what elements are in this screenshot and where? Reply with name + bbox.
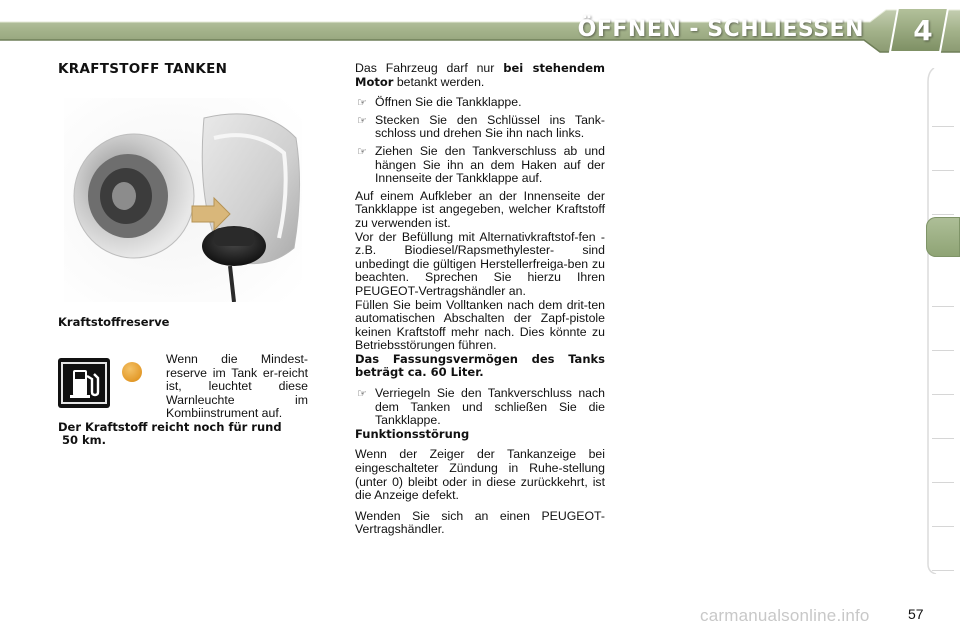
- malfunction-paragraph: Wenn der Zeiger der Tankanzeige bei eingeschalteter Zündung in Ruhe-stellung (unter 0) bleibt oder in diese zurückkehrt, ist die Anzeige defekt.: [355, 447, 605, 503]
- chapter-tab-10[interactable]: [932, 482, 954, 527]
- chapter-number: 4: [913, 14, 933, 47]
- range-note-line-1: Der Kraftstoff reicht noch für rund: [58, 420, 282, 434]
- warning-text: Wenn die Mindest-reserve im Tank er-reicht ist, leuchtet diese Warnleuchte im Kombiinstrument auf.: [166, 352, 308, 421]
- chapter-tab-5[interactable]: [932, 262, 954, 307]
- chapter-tabs: [926, 68, 960, 574]
- orange-warning-light-icon: [122, 362, 142, 382]
- chapter-tab-3[interactable]: [932, 170, 954, 215]
- bullet-lock-cap: [355, 387, 605, 428]
- fuel-filler-cap-photo: [64, 98, 302, 302]
- malfunction-heading: Funktionsstörung: [355, 426, 470, 441]
- chapter-tab-8[interactable]: [932, 394, 954, 439]
- chapter-title: ÖFFNEN - SCHLIESSEN: [577, 17, 864, 42]
- section-title: KRAFTSTOFF TANKEN: [58, 61, 228, 77]
- intro-pre: Das Fahrzeug darf nur: [355, 61, 504, 75]
- range-note-line-2: 50 km.: [62, 433, 107, 448]
- reserve-subheading: Kraftstoffreserve: [58, 315, 170, 329]
- bullet-insert-key: [355, 114, 605, 141]
- sticker-paragraph: Auf einem Aufkleber an der Innenseite der Tankklappe ist angegeben, welcher Kraftstoff zu verwenden ist.: [355, 188, 605, 230]
- intro-paragraph: [355, 62, 605, 89]
- chapter-tab-6[interactable]: [932, 306, 954, 351]
- capacity-paragraph: Das Fassungsvermögen des Tanks beträgt ca. 60 Liter.: [355, 351, 605, 380]
- chapter-tab-11[interactable]: [932, 526, 954, 571]
- intro-post: betankt werden.: [393, 74, 485, 89]
- chapter-tab-1[interactable]: [932, 82, 954, 127]
- page-header: [0, 0, 960, 58]
- range-note: [58, 421, 310, 448]
- chapter-tab-9[interactable]: [932, 438, 954, 483]
- intro-bold: bei stehendem Motor: [355, 61, 605, 89]
- pointing-hand-icon: ☞: [357, 387, 367, 401]
- bullet-open-flap: [355, 96, 605, 110]
- page-number: 57: [908, 606, 924, 622]
- chapter-tab-4-active[interactable]: [926, 217, 960, 257]
- chapter-tab-2[interactable]: [932, 126, 954, 171]
- bullet-text: Verriegeln Sie den Tankverschluss nach dem Tanken und schließen Sie die Tankklappe.: [375, 386, 605, 428]
- bullet-remove-cap: [355, 145, 605, 186]
- bullet-text: Stecken Sie den Schlüssel ins Tank-schloss und drehen Sie ihn nach links.: [375, 112, 605, 141]
- right-column: [355, 62, 605, 537]
- dealer-paragraph: Wenden Sie sich an einen PEUGEOT-Vertragshändler.: [355, 508, 605, 537]
- bullet-text: Ziehen Sie den Tankverschluss ab und hängen Sie ihn an dem Haken auf der Innenseite der Tankklappe auf.: [375, 143, 605, 186]
- pointing-hand-icon: ☞: [357, 113, 367, 127]
- alt-fuel-paragraph: Vor der Befüllung mit Alternativkraftstof-fen -z.B. Biodiesel/Rapsmethylester- sind unbedingt die gültigen Herstellerfreiga-ben zu beachten. Sprechen Sie hierzu Ihren PEUGEOT-Vertragshändler an.: [355, 229, 605, 298]
- fuel-pump-icon: [58, 358, 110, 408]
- watermark: carmanualsonline.info: [700, 606, 870, 625]
- bullet-text: Öffnen Sie die Tankklappe.: [375, 95, 522, 110]
- pointing-hand-icon: ☞: [357, 96, 367, 110]
- chapter-tab-7[interactable]: [932, 350, 954, 395]
- pointing-hand-icon: ☞: [357, 144, 367, 158]
- full-tank-paragraph: Füllen Sie beim Volltanken nach dem drit-ten automatischen Abschalten der Zapf-pistole keinen Kraftstoff mehr nach. Dies könnte zu Betriebsstörungen führen.: [355, 297, 605, 353]
